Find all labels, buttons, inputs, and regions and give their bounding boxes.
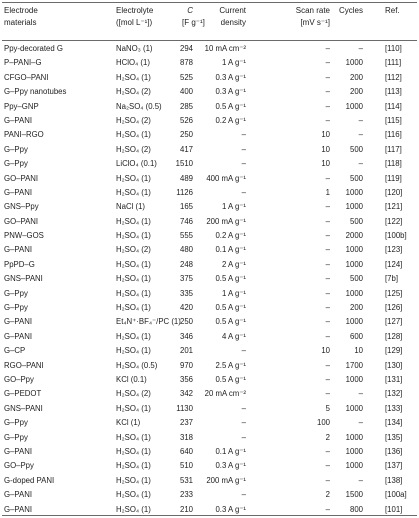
cell-electrolyte: H₂SO₄ (1)	[116, 475, 151, 485]
cell-material: G–PANI	[4, 490, 33, 500]
cell-current-density: –	[241, 418, 246, 428]
cell-material: RGO–PANI	[4, 360, 44, 370]
cell-electrolyte: HClO₄ (1)	[116, 58, 150, 68]
cell-cycles: –	[358, 115, 363, 125]
cell-material: G–PANI	[4, 187, 33, 197]
header-capacitance-line1: C	[187, 6, 193, 15]
cell-ref: [124]	[385, 259, 403, 269]
cell-electrolyte: H₂SO₄ (1)	[116, 72, 151, 82]
cell-scan-rate: –	[325, 202, 330, 212]
cell-cycles: 1500	[345, 490, 363, 500]
cell-material: GNS–PANI	[4, 274, 43, 284]
header-ref-label: Ref.	[385, 6, 400, 15]
cell-electrolyte: NaNO₃ (1)	[116, 44, 153, 53]
cell-scan-rate: 2	[325, 490, 330, 500]
cell-cycles: 800	[349, 504, 363, 514]
cell-current-density: 0.3 A g⁻¹	[215, 87, 246, 97]
cell-material: GNS–PANI	[4, 403, 43, 413]
cell-material: CFGO–PANI	[4, 72, 49, 82]
cell-ref: [121]	[385, 202, 403, 212]
cell-ref: [114]	[385, 101, 402, 111]
cell-current-density: 1 A g⁻¹	[221, 58, 246, 68]
cell-ref: [116]	[385, 130, 402, 140]
cell-scan-rate: –	[325, 216, 330, 226]
header-scan-line2: [mV s⁻¹]	[300, 17, 330, 27]
cell-ref: [118]	[385, 159, 402, 169]
cell-scan-rate: –	[325, 504, 330, 514]
cell-electrolyte: H₂SO₄ (2)	[116, 389, 151, 399]
cell-cycles: 500	[349, 274, 363, 284]
cell-scan-rate: –	[325, 245, 330, 255]
cell-scan-rate: –	[325, 259, 330, 269]
table-header	[0, 4, 419, 38]
cell-current-density: 200 mA g⁻¹	[206, 216, 246, 226]
cell-cycles: –	[358, 159, 363, 169]
cell-current-density: 0.5 A g⁻¹	[215, 303, 246, 313]
header-electrode-line2: materials	[4, 17, 37, 27]
cell-cycles: 1000	[345, 288, 363, 298]
cell-material: G–PANI	[4, 245, 33, 255]
cell-current-density: 0.1 A g⁻¹	[215, 446, 246, 456]
cell-scan-rate: –	[325, 87, 330, 97]
cell-cycles: –	[358, 389, 363, 399]
cell-cycles: 1000	[345, 461, 363, 471]
header-electrolyte-line1: Electrolyte	[116, 6, 154, 15]
cell-capacitance: 342	[179, 389, 193, 399]
cell-cycles: 500	[349, 173, 363, 183]
cell-current-density: 0.2 A g⁻¹	[215, 231, 246, 241]
table-row	[0, 387, 419, 401]
cell-material: GO–Ppy	[4, 461, 34, 471]
cell-cycles: 200	[349, 303, 363, 313]
cell-electrolyte: H₂SO₄ (2)	[116, 87, 151, 97]
cell-material: G–PANI	[4, 331, 33, 341]
cell-electrolyte: LiClO₄ (0.1)	[116, 159, 157, 169]
table-row	[0, 215, 419, 229]
cell-ref: [138]	[385, 475, 403, 485]
table-row	[0, 474, 419, 488]
cell-capacitance: 237	[179, 418, 193, 428]
cell-electrolyte: H₂SO₄ (1)	[116, 446, 151, 456]
cell-scan-rate: –	[325, 461, 330, 471]
cell-capacitance: 346	[179, 331, 193, 341]
cell-ref: [117]	[385, 144, 402, 154]
table-row	[0, 157, 419, 171]
cell-scan-rate: –	[325, 173, 330, 183]
cell-scan-rate: 100	[316, 418, 330, 428]
cell-current-density: 20 mA cm⁻²	[204, 389, 246, 399]
cell-electrolyte: Et₄N⁺·BF₄⁻/PC (1)	[116, 317, 181, 327]
table-row	[0, 100, 419, 114]
cell-ref: [134]	[385, 418, 403, 428]
cell-electrolyte: H₂SO₄ (1)	[116, 216, 151, 226]
cell-scan-rate: 1	[325, 187, 330, 197]
header-current-line2: density	[220, 17, 246, 27]
cell-electrolyte: Na₂SO₄ (0.5)	[116, 101, 162, 111]
cell-capacitance: 417	[179, 144, 193, 154]
table-row	[0, 373, 419, 387]
cell-capacitance: 248	[179, 259, 193, 269]
cell-scan-rate: –	[325, 475, 330, 485]
table-row	[0, 488, 419, 502]
cell-cycles: –	[358, 418, 363, 428]
cell-capacitance: 531	[179, 475, 193, 485]
header-cycles	[331, 5, 363, 17]
table-row	[0, 272, 419, 286]
cell-current-density: –	[241, 130, 246, 140]
cell-electrolyte: H₂SO₄ (1)	[116, 259, 151, 269]
table-row	[0, 402, 419, 416]
cell-cycles: 600	[349, 331, 363, 341]
cell-scan-rate: –	[325, 317, 330, 327]
cell-material: G–Ppy nanotubes	[4, 87, 67, 97]
cell-ref: [112]	[385, 72, 402, 82]
cell-scan-rate: –	[325, 44, 330, 53]
cell-material: G-doped PANI	[4, 475, 55, 485]
cell-ref: [125]	[385, 288, 403, 298]
cell-cycles: 1000	[345, 432, 363, 442]
table-row	[0, 330, 419, 344]
table-row	[0, 42, 419, 56]
cell-cycles: 1000	[345, 374, 363, 384]
cell-capacitance: 375	[179, 274, 193, 284]
cell-capacitance: 250	[179, 130, 193, 140]
cell-scan-rate: –	[325, 360, 330, 370]
cell-electrolyte: H₂SO₄ (1)	[116, 231, 151, 241]
cell-current-density: 0.3 A g⁻¹	[215, 461, 246, 471]
header-current-line1: Current	[219, 6, 246, 15]
cell-cycles: 1000	[345, 187, 363, 197]
cell-material: Ppy-decorated G	[4, 44, 63, 53]
cell-material: G–Ppy	[4, 432, 28, 442]
cell-scan-rate: 10	[321, 346, 330, 356]
cell-current-density: 4 A g⁻¹	[221, 331, 246, 341]
cell-scan-rate: –	[325, 115, 330, 125]
top-rule	[2, 2, 417, 3]
cell-current-density: 2.5 A g⁻¹	[215, 360, 246, 370]
cell-capacitance: 420	[179, 303, 193, 313]
cell-ref: [133]	[385, 403, 403, 413]
cell-material: G–PANI	[4, 115, 33, 125]
header-scan-rate	[290, 5, 330, 28]
cell-electrolyte: H₂SO₄ (1)	[116, 173, 151, 183]
cell-ref: [111]	[385, 58, 402, 68]
cell-cycles: 500	[349, 216, 363, 226]
table-row	[0, 114, 419, 128]
cell-scan-rate: 2	[325, 432, 330, 442]
cell-cycles: 1000	[345, 446, 363, 456]
header-scan-line1: Scan rate	[295, 6, 330, 15]
header-capacitance-line2: [F g⁻¹]	[182, 17, 205, 27]
cell-electrolyte: H₂SO₄ (1)	[116, 187, 151, 197]
cell-capacitance: 294	[179, 44, 193, 53]
cell-electrolyte: H₂SO₄ (1)	[116, 490, 151, 500]
cell-electrolyte: H₂SO₄ (1)	[116, 331, 151, 341]
cell-cycles: 2000	[345, 231, 363, 241]
cell-material: GNS–Ppy	[4, 202, 39, 212]
cell-capacitance: 318	[179, 432, 193, 442]
cell-material: Ppy–GNP	[4, 101, 39, 111]
cell-scan-rate: –	[325, 288, 330, 298]
cell-ref: [130]	[385, 360, 403, 370]
table-row	[0, 143, 419, 157]
table-row	[0, 71, 419, 85]
cell-ref: [7b]	[385, 274, 399, 284]
cell-cycles: 1000	[345, 245, 363, 255]
cell-cycles: 1000	[345, 101, 363, 111]
cell-capacitance: 165	[179, 202, 193, 212]
cell-current-density: 200 mA g⁻¹	[206, 475, 246, 485]
cell-capacitance: 970	[179, 360, 193, 370]
cell-capacitance: 746	[179, 216, 193, 226]
cell-ref: [126]	[385, 303, 403, 313]
cell-material: PNW–GOS	[4, 231, 44, 241]
cell-capacitance: 233	[179, 490, 193, 500]
cell-material: G–PANI	[4, 317, 33, 327]
cell-scan-rate: –	[325, 274, 330, 284]
table-row	[0, 344, 419, 358]
header-cycles-label: Cycles	[338, 6, 363, 15]
cell-electrolyte: H₂SO₄ (1)	[116, 274, 151, 284]
cell-electrolyte: H₂SO₄ (2)	[116, 144, 151, 154]
cell-capacitance: 285	[179, 101, 193, 111]
cell-scan-rate: 5	[325, 403, 330, 413]
cell-cycles: 1000	[345, 403, 363, 413]
header-electrode-materials	[4, 5, 38, 28]
cell-capacitance: 356	[179, 374, 193, 384]
cell-electrolyte: H₂SO₄ (1)	[116, 432, 151, 442]
cell-material: PANI–RGO	[4, 130, 44, 140]
cell-material: G–Ppy	[4, 144, 28, 154]
cell-capacitance: 878	[179, 58, 193, 68]
table-row	[0, 445, 419, 459]
cell-material: G–CP	[4, 346, 26, 356]
cell-current-density: 400 mA g⁻¹	[206, 173, 246, 183]
cell-material: P–PANI–G	[4, 58, 42, 68]
header-rule	[2, 40, 417, 41]
cell-scan-rate: 10	[321, 130, 330, 140]
cell-material: GO–PANI	[4, 173, 39, 183]
cell-current-density: 1 A g⁻¹	[221, 202, 246, 212]
cell-ref: [132]	[385, 389, 403, 399]
cell-current-density: –	[241, 346, 246, 356]
cell-cycles: –	[358, 44, 363, 53]
table-row	[0, 85, 419, 99]
cell-material: G–Ppy	[4, 418, 28, 428]
cell-capacitance: 201	[179, 346, 193, 356]
cell-cycles: 200	[349, 72, 363, 82]
cell-electrolyte: KCl (0.1)	[116, 374, 147, 384]
cell-electrolyte: NaCl (1)	[116, 202, 146, 212]
table-row	[0, 172, 419, 186]
cell-current-density: –	[241, 432, 246, 442]
cell-current-density: 10 mA cm⁻²	[204, 44, 246, 53]
cell-ref: [129]	[385, 346, 403, 356]
cell-scan-rate: 10	[321, 159, 330, 169]
cell-electrolyte: H₂SO₄ (2)	[116, 245, 151, 255]
cell-current-density: 0.3 A g⁻¹	[215, 72, 246, 82]
cell-material: G–Ppy	[4, 303, 28, 313]
cell-electrolyte: H₂SO₄ (1)	[116, 504, 151, 514]
cell-capacitance: 480	[179, 245, 193, 255]
cell-ref: [101]	[385, 504, 403, 514]
cell-scan-rate: –	[325, 446, 330, 456]
table-row	[0, 128, 419, 142]
cell-ref: [131]	[385, 374, 403, 384]
cell-cycles: 1000	[345, 202, 363, 212]
cell-material: G–PANI	[4, 504, 33, 514]
cell-capacitance: 250	[179, 317, 193, 327]
cell-ref: [128]	[385, 331, 403, 341]
cell-current-density: 0.5 A g⁻¹	[215, 274, 246, 284]
cell-ref: [100a]	[385, 490, 407, 500]
cell-cycles: 1000	[345, 317, 363, 327]
table-row	[0, 459, 419, 473]
cell-cycles: 500	[349, 144, 363, 154]
table-row	[0, 431, 419, 445]
cell-capacitance: 489	[179, 173, 193, 183]
cell-capacitance: 640	[179, 446, 193, 456]
cell-electrolyte: H₂SO₄ (1)	[116, 303, 151, 313]
cell-electrolyte: H₂SO₄ (1)	[116, 130, 151, 140]
header-electrode-line1: Electrode	[4, 6, 38, 15]
table-row	[0, 243, 419, 257]
cell-material: G–Ppy	[4, 159, 28, 169]
cell-material: GO–PANI	[4, 216, 39, 226]
cell-electrolyte: H₂SO₄ (1)	[116, 346, 151, 356]
cell-material: G–Ppy	[4, 288, 28, 298]
cell-capacitance: 400	[179, 87, 193, 97]
cell-ref: [122]	[385, 216, 403, 226]
table-row	[0, 287, 419, 301]
cell-capacitance: 1510	[175, 159, 193, 169]
cell-scan-rate: –	[325, 374, 330, 384]
table-row	[0, 301, 419, 315]
bottom-rule	[2, 515, 417, 516]
cell-electrolyte: H₂SO₄ (1)	[116, 288, 151, 298]
cell-current-density: 0.3 A g⁻¹	[215, 504, 246, 514]
table-row	[0, 315, 419, 329]
cell-current-density: –	[241, 144, 246, 154]
cell-cycles: 200	[349, 87, 363, 97]
cell-ref: [127]	[385, 317, 403, 327]
cell-electrolyte: H₂SO₄ (0.5)	[116, 360, 158, 370]
cell-material: GO–Ppy	[4, 374, 34, 384]
cell-ref: [113]	[385, 87, 402, 97]
cell-scan-rate: –	[325, 331, 330, 341]
cell-capacitance: 1126	[176, 187, 193, 197]
cell-capacitance: 525	[179, 72, 193, 82]
cell-cycles: 1000	[345, 58, 363, 68]
table-row	[0, 186, 419, 200]
cell-ref: [136]	[385, 446, 403, 456]
table-row	[0, 200, 419, 214]
cell-electrolyte: H₂SO₄ (1)	[116, 461, 151, 471]
cell-material: G–PEDOT	[4, 389, 42, 399]
cell-current-density: –	[241, 159, 246, 169]
cell-ref: [120]	[385, 187, 403, 197]
cell-scan-rate: –	[325, 303, 330, 313]
cell-current-density: –	[241, 403, 246, 413]
cell-ref: [135]	[385, 432, 403, 442]
cell-current-density: 1 A g⁻¹	[221, 288, 246, 298]
table-row	[0, 229, 419, 243]
cell-cycles: –	[358, 475, 363, 485]
cell-scan-rate: –	[325, 389, 330, 399]
header-ref	[385, 5, 400, 17]
cell-cycles: 1700	[345, 360, 363, 370]
cell-current-density: 0.2 A g⁻¹	[215, 115, 246, 125]
cell-cycles: –	[358, 130, 363, 140]
cell-cycles: 1000	[345, 259, 363, 269]
cell-ref: [119]	[385, 173, 402, 183]
cell-material: PpPD–G	[4, 259, 35, 269]
cell-electrolyte: KCl (1)	[116, 418, 141, 428]
cell-capacitance: 1130	[176, 403, 193, 413]
cell-capacitance: 210	[179, 504, 193, 514]
cell-capacitance: 526	[179, 115, 193, 125]
cell-current-density: 0.1 A g⁻¹	[215, 245, 246, 255]
cell-ref: [137]	[385, 461, 403, 471]
header-electrolyte-line2: ([mol L⁻¹])	[116, 17, 153, 27]
cell-ref: [123]	[385, 245, 403, 255]
cell-ref: [115]	[385, 115, 402, 125]
cell-material: G–PANI	[4, 446, 33, 456]
cell-capacitance: 335	[179, 288, 193, 298]
header-capacitance	[182, 5, 205, 28]
cell-current-density: 0.5 A g⁻¹	[215, 317, 246, 327]
cell-current-density: 0.5 A g⁻¹	[215, 374, 246, 384]
cell-ref: [100b]	[385, 231, 407, 241]
cell-capacitance: 555	[179, 231, 193, 241]
cell-capacitance: 510	[179, 461, 193, 471]
cell-scan-rate: 10	[321, 144, 330, 154]
cell-scan-rate: –	[325, 58, 330, 68]
table-row	[0, 258, 419, 272]
table-row	[0, 359, 419, 373]
header-electrolyte	[116, 5, 153, 28]
cell-ref: [110]	[385, 44, 402, 53]
table-body	[0, 42, 419, 517]
cell-electrolyte: H₂SO₄ (1)	[116, 403, 151, 413]
cell-scan-rate: –	[325, 231, 330, 241]
cell-current-density: –	[241, 490, 246, 500]
cell-scan-rate: –	[325, 72, 330, 82]
cell-current-density: 2 A g⁻¹	[221, 259, 246, 269]
table-row	[0, 416, 419, 430]
table-row	[0, 56, 419, 70]
cell-current-density: 0.5 A g⁻¹	[215, 101, 246, 111]
header-current-density	[208, 5, 246, 28]
cell-electrolyte: H₂SO₄ (2)	[116, 115, 151, 125]
cell-scan-rate: –	[325, 101, 330, 111]
cell-cycles: 10	[354, 346, 363, 356]
cell-current-density: –	[241, 187, 246, 197]
